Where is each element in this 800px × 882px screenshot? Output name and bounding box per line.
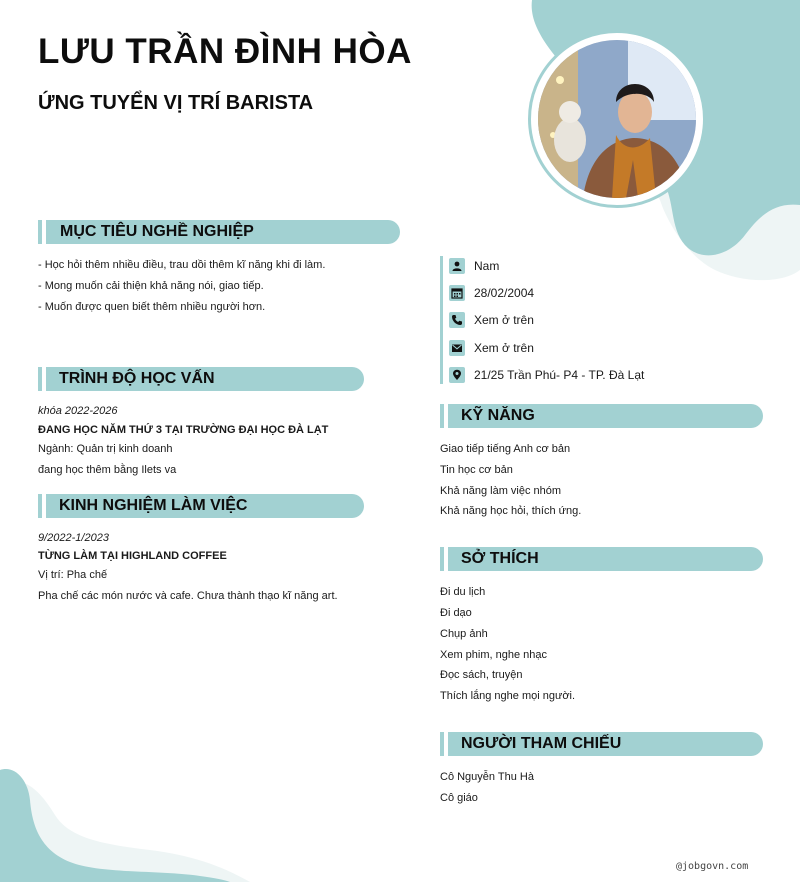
applied-position: ỨNG TUYỂN VỊ TRÍ BARISTA [38, 92, 314, 114]
experience-company: TỪNG LÀM TẠI HIGHLAND COFFEE [38, 550, 227, 562]
experience-header [46, 494, 364, 518]
reference-name: Cô Nguyễn Thu Hà [440, 771, 534, 783]
photo-snowman-body [554, 118, 586, 162]
photo-face [618, 91, 652, 133]
address-text: 21/25 Trần Phú- P4 - TP. Đà Lạt [474, 368, 645, 382]
photo-light-1 [556, 76, 564, 84]
hobby-item-2: Đi dạo [440, 607, 472, 619]
education-period: khóa 2022-2026 [38, 405, 118, 417]
photo-snowman-head [559, 101, 581, 123]
references-title: NGƯỜI THAM CHIẾU [461, 735, 622, 752]
avatar [538, 40, 696, 198]
education-extra: đang học thêm bằng Ilets va [38, 464, 177, 476]
hobby-item-1: Đi du lịch [440, 586, 486, 598]
contact-phone [449, 312, 534, 328]
skills-title: KỸ NĂNG [461, 407, 535, 424]
skill-item-1: Giao tiếp tiếng Anh cơ bản [440, 443, 571, 455]
hobby-item-3: Chụp ảnh [440, 628, 488, 640]
experience-accent-bar [38, 494, 42, 518]
calendar-icon [449, 285, 465, 301]
hobby-item-6: Thích lắng nghe mọi người. [440, 690, 576, 702]
person-icon [449, 258, 465, 274]
hobbies-accent-bar [440, 547, 444, 571]
email-text: Xem ở trên [474, 341, 534, 355]
education-accent-bar [38, 367, 42, 391]
contact-rail [440, 256, 443, 384]
experience-title: KINH NGHIỆM LÀM VIỆC [59, 497, 248, 514]
education-major: Ngành: Quản trị kinh doanh [38, 443, 173, 455]
objective-header [46, 220, 400, 244]
phone-text: Xem ở trên [474, 313, 534, 327]
contact-birthday [449, 285, 534, 301]
candidate-name: LƯU TRẦN ĐÌNH HÒA [38, 32, 412, 71]
education-school: ĐANG HỌC NĂM THỨ 3 TẠI TRƯỜNG ĐẠI HỌC ĐÀ LẠT [38, 424, 329, 436]
objective-title: MỤC TIÊU NGHỀ NGHIỆP [60, 223, 254, 240]
skill-item-2: Tin học cơ bản [440, 464, 513, 476]
contact-gender [449, 258, 499, 274]
skills-accent-bar [440, 404, 444, 428]
phone-icon [449, 312, 465, 328]
watermark: @jobgovn.com [676, 861, 749, 872]
experience-description: Pha chế các món nước và cafe. Chưa thành thạo kĩ năng art. [38, 590, 338, 602]
references-header [448, 732, 763, 756]
experience-period: 9/2022-1/2023 [38, 532, 109, 544]
objective-item-3: - Muốn được quen biết thêm nhiều người hơn. [38, 301, 266, 313]
hobby-item-5: Đọc sách, truyện [440, 669, 523, 681]
hobby-item-4: Xem phim, nghe nhạc [440, 649, 548, 661]
location-icon [449, 367, 465, 383]
education-title: TRÌNH ĐỘ HỌC VẤN [59, 370, 215, 387]
education-header [46, 367, 364, 391]
hobbies-title: SỞ THÍCH [461, 550, 539, 567]
objective-item-2: - Mong muốn cải thiện khả năng nói, giao tiếp. [38, 280, 264, 292]
birthday-text: 28/02/2004 [474, 286, 535, 300]
email-icon [449, 340, 465, 356]
avatar-photo [538, 40, 696, 198]
skills-header [448, 404, 763, 428]
gender-text: Nam [474, 259, 500, 273]
experience-role: Vị trí: Pha chế [38, 569, 108, 581]
hobbies-header [448, 547, 763, 571]
objective-accent-bar [38, 220, 42, 244]
skill-item-4: Khả năng học hỏi, thích ứng. [440, 505, 582, 517]
contact-address [449, 367, 644, 383]
references-accent-bar [440, 732, 444, 756]
skill-item-3: Khả năng làm việc nhóm [440, 485, 562, 497]
reference-relation: Cô giáo [440, 792, 478, 804]
contact-email [449, 340, 534, 356]
objective-item-1: - Học hỏi thêm nhiều điều, trau dồi thêm kĩ năng khi đi làm. [38, 259, 326, 271]
